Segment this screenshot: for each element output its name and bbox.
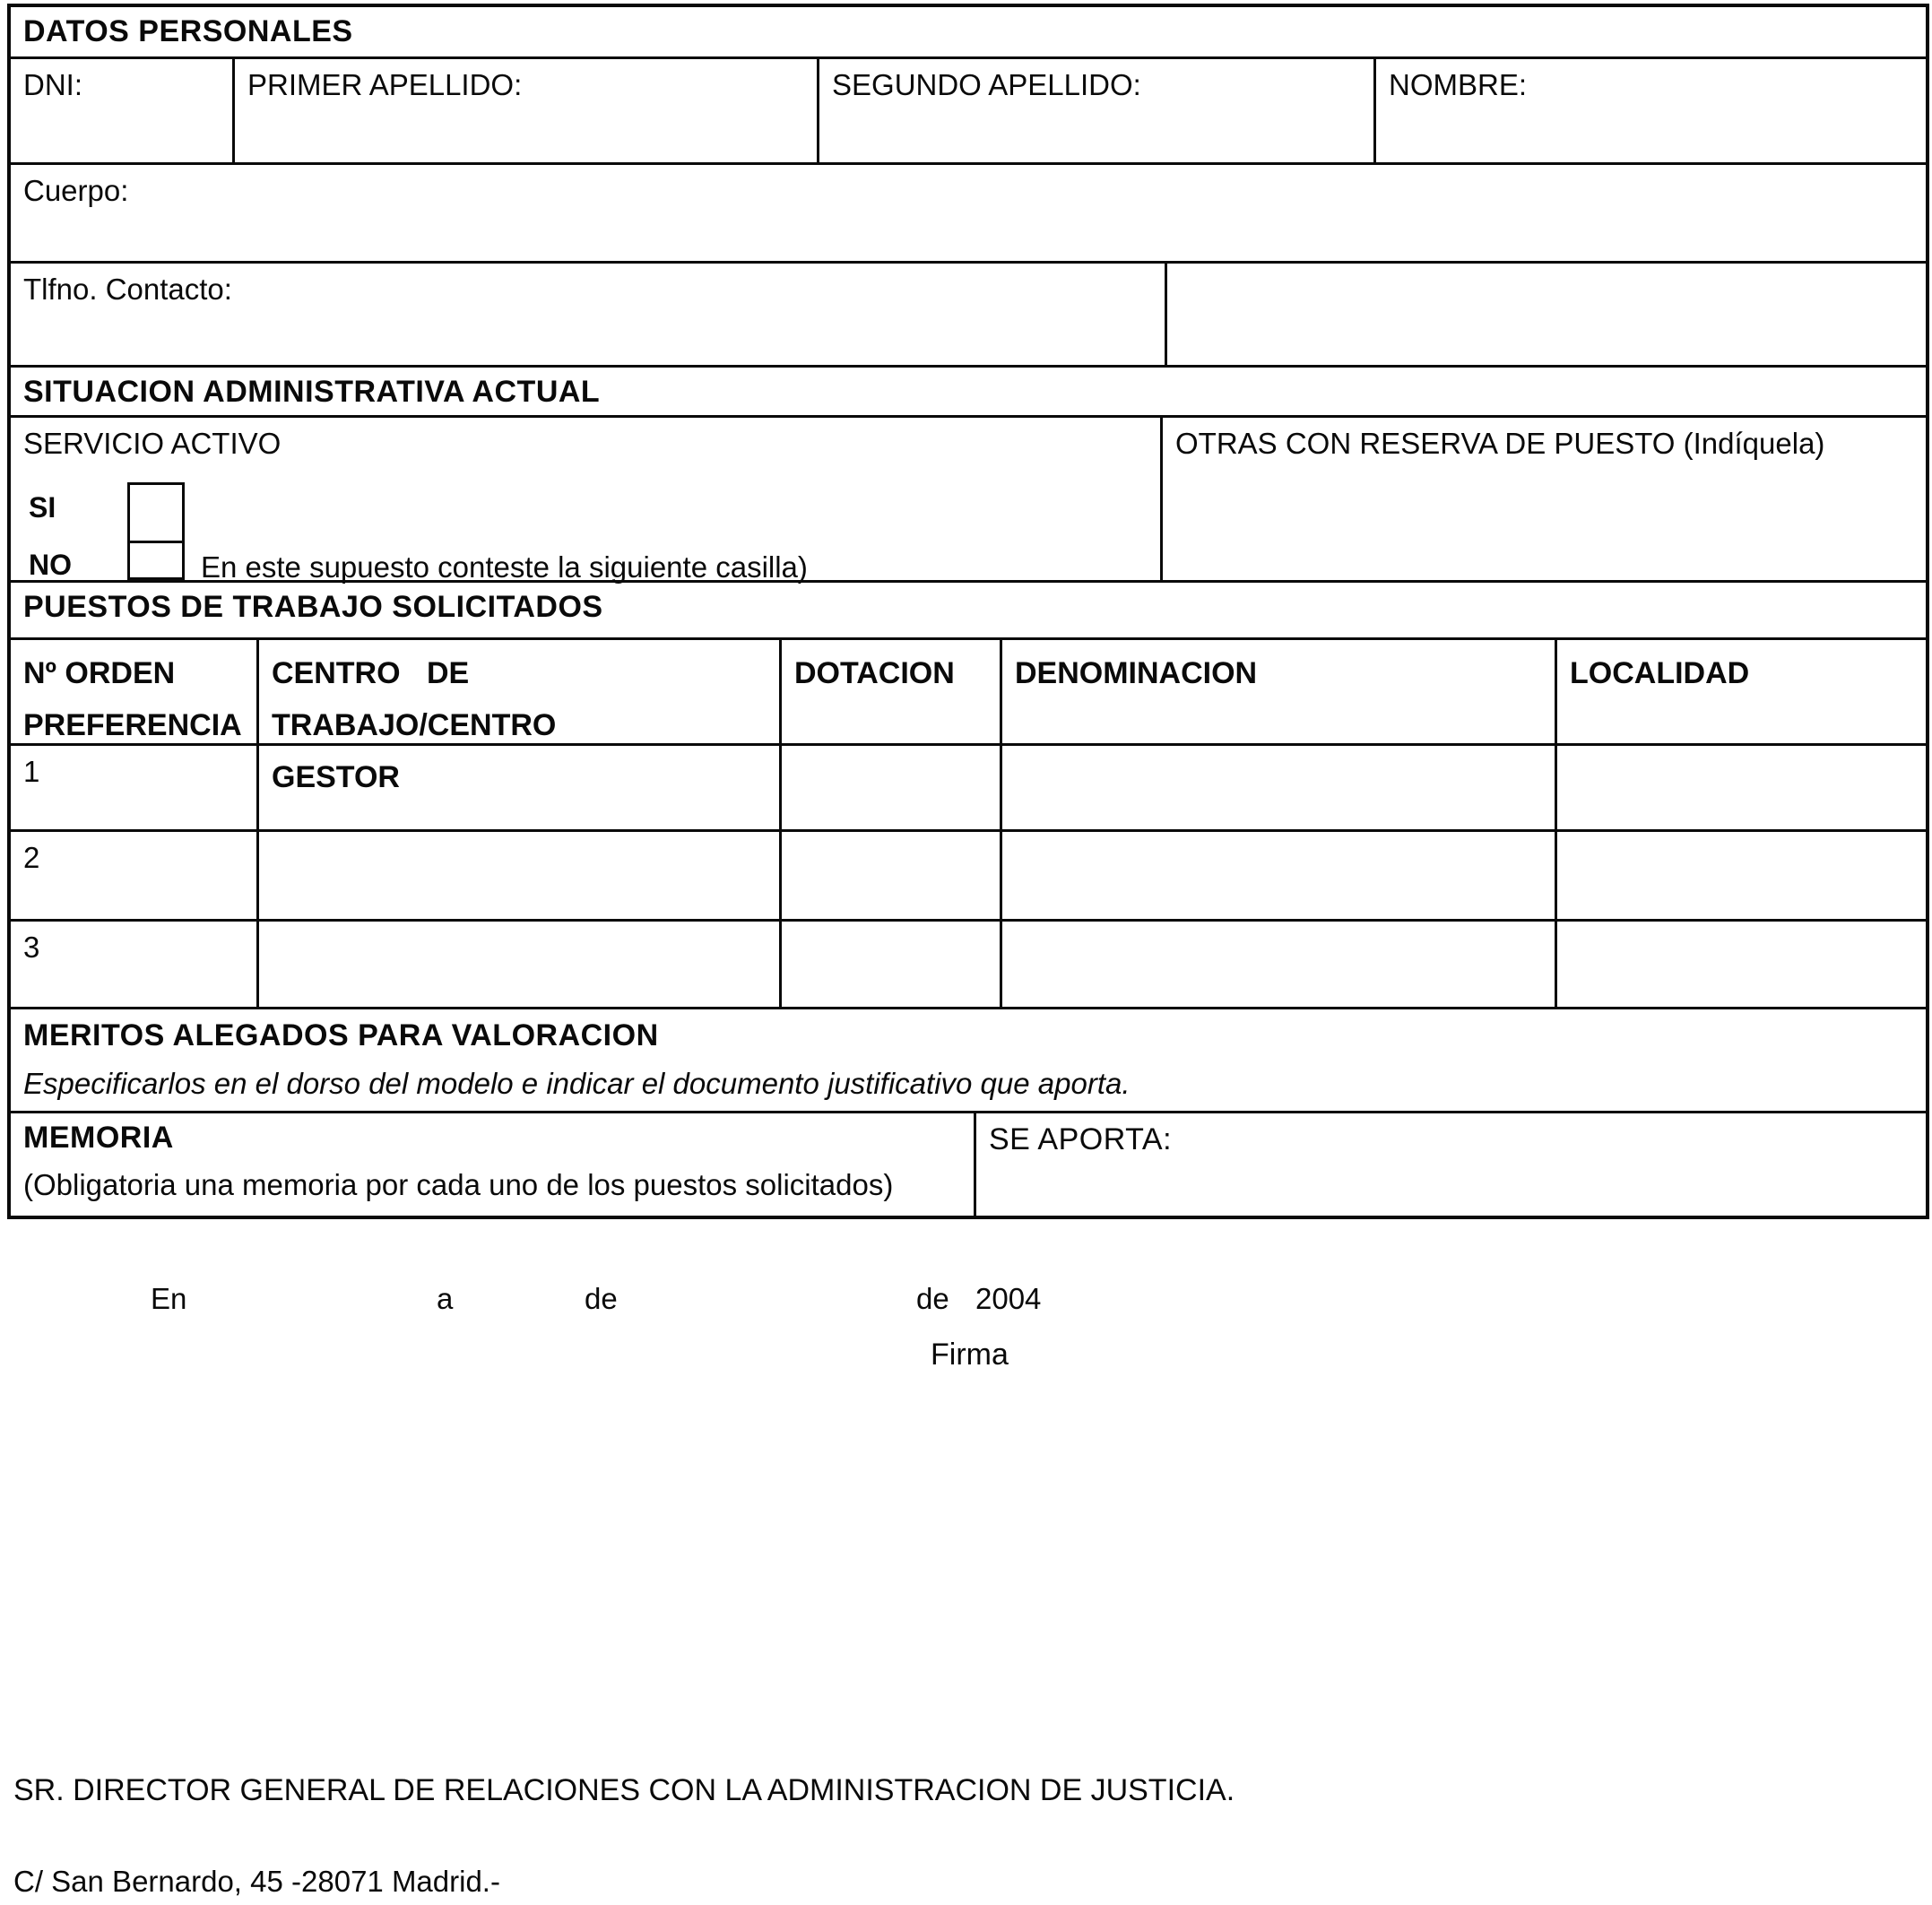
servicio-activo-row xyxy=(11,418,1926,583)
orden-cell-2 xyxy=(11,832,259,919)
col-dotacion-header xyxy=(782,640,1002,743)
col-orden-line2: PREFERENCIA xyxy=(23,708,242,742)
memoria-cell xyxy=(11,1113,976,1216)
identity-fields-row xyxy=(11,59,1926,165)
solicitud-form xyxy=(7,4,1929,1219)
col-orden-line1: Nº ORDEN xyxy=(23,656,176,690)
col-centro-line1: CENTRO DE TRABAJO/CENTRO xyxy=(272,656,557,742)
localidad-cell-2[interactable] xyxy=(1557,832,1926,919)
datos-personales-title: DATOS PERSONALES xyxy=(23,14,353,48)
situacion-header-row xyxy=(11,368,1926,418)
no-note: En este supuesto conteste la siguiente casilla) xyxy=(201,550,808,584)
date-en-label: En xyxy=(151,1282,187,1315)
si-checkbox[interactable] xyxy=(127,482,185,543)
centro-cell-2[interactable] xyxy=(259,832,782,919)
col-denominacion-label: DENOMINACION xyxy=(1015,656,1258,690)
col-orden-header xyxy=(11,640,259,743)
col-localidad-label: LOCALIDAD xyxy=(1570,656,1750,690)
puestos-section xyxy=(11,583,1926,637)
orden-number-2: 2 xyxy=(23,841,40,874)
col-centro-header xyxy=(259,640,782,794)
si-label: SI xyxy=(29,491,56,524)
se-aporta-label: SE APORTA: xyxy=(989,1122,1173,1156)
meritos-note: Especificarlos en el dorso del modelo e indicar el documento justificativo que aporta. xyxy=(23,1067,1131,1100)
datos-personales-header-row xyxy=(11,7,1926,59)
col-dotacion-label: DOTACION xyxy=(794,656,955,690)
denominacion-cell-1[interactable] xyxy=(1002,746,1557,829)
footer-director-line: SR. DIRECTOR GENERAL DE RELACIONES CON LA ADMINISTRACION DE JUSTICIA. xyxy=(13,1773,1235,1807)
tlfno-extra-cell[interactable] xyxy=(1167,264,1926,365)
nombre-label: NOMBRE: xyxy=(1389,68,1528,101)
firma-label: Firma xyxy=(931,1338,1009,1372)
date-de1-label: de xyxy=(585,1282,618,1315)
localidad-cell-3[interactable] xyxy=(1557,922,1926,1007)
localidad-cell-1[interactable] xyxy=(1557,746,1926,829)
otras-reserva-label: OTRAS CON RESERVA DE PUESTO (Indíquela) xyxy=(1175,427,1825,460)
col-localidad-header xyxy=(1557,640,1926,743)
orden-cell-1 xyxy=(11,746,259,829)
otras-reserva-field[interactable] xyxy=(1163,418,1926,580)
meritos-section xyxy=(11,1009,1926,1111)
col-denominacion-header xyxy=(1002,640,1557,743)
servicio-activo-cell xyxy=(11,418,1163,584)
dotacion-cell-3[interactable] xyxy=(782,922,1002,1007)
puesto-row-1 xyxy=(11,746,1926,832)
primer-apellido-field[interactable] xyxy=(235,59,819,162)
dni-field[interactable] xyxy=(11,59,235,162)
dotacion-cell-2[interactable] xyxy=(782,832,1002,919)
footer-address-line: C/ San Bernardo, 45 -28071 Madrid.- xyxy=(13,1865,500,1898)
primer-apellido-label: PRIMER APELLIDO: xyxy=(247,68,523,101)
puestos-title: PUESTOS DE TRABAJO SOLICITADOS xyxy=(23,590,603,624)
si-no-checkbox-group xyxy=(127,482,185,580)
denominacion-cell-2[interactable] xyxy=(1002,832,1557,919)
situacion-section xyxy=(11,368,1926,415)
col-centro-line2: GESTOR xyxy=(272,760,400,794)
memoria-row xyxy=(11,1113,1926,1216)
date-a-label: a xyxy=(437,1282,454,1315)
memoria-title: MEMORIA xyxy=(23,1121,174,1155)
segundo-apellido-label: SEGUNDO APELLIDO: xyxy=(832,68,1141,101)
centro-cell-3[interactable] xyxy=(259,922,782,1007)
puesto-row-2 xyxy=(11,832,1926,922)
orden-number-1: 1 xyxy=(23,755,40,788)
situacion-title: SITUACION ADMINISTRATIVA ACTUAL xyxy=(23,375,601,409)
memoria-note: (Obligatoria una memoria por cada uno de los puestos solicitados) xyxy=(23,1168,894,1201)
segundo-apellido-field[interactable] xyxy=(819,59,1376,162)
denominacion-cell-3[interactable] xyxy=(1002,922,1557,1007)
no-checkbox[interactable] xyxy=(127,541,185,580)
orden-number-3: 3 xyxy=(23,931,40,964)
meritos-title: MERITOS ALEGADOS PARA VALORACION xyxy=(23,1018,659,1052)
date-year: 2004 xyxy=(975,1282,1042,1315)
tlfno-field[interactable] xyxy=(11,264,1167,365)
servicio-activo-label: SERVICIO ACTIVO xyxy=(23,427,282,460)
cuerpo-row xyxy=(11,165,1926,264)
puestos-table-head xyxy=(11,640,1926,794)
se-aporta-field[interactable] xyxy=(976,1113,1926,1216)
nombre-field[interactable] xyxy=(1376,59,1926,162)
centro-cell-1[interactable] xyxy=(259,746,782,829)
cuerpo-label: Cuerpo: xyxy=(23,174,129,207)
tlfno-label: Tlfno. Contacto: xyxy=(23,273,232,306)
meritos-row xyxy=(11,1009,1926,1113)
datos-personales-section xyxy=(11,7,1926,56)
no-label: NO xyxy=(29,549,72,581)
cuerpo-field[interactable] xyxy=(11,165,1926,261)
puestos-header-row xyxy=(11,583,1926,640)
date-de2-label: de xyxy=(916,1282,949,1315)
orden-cell-3 xyxy=(11,922,259,1007)
tlfno-row xyxy=(11,264,1926,368)
dotacion-cell-1[interactable] xyxy=(782,746,1002,829)
dni-label: DNI: xyxy=(23,68,82,101)
puesto-row-3 xyxy=(11,922,1926,1009)
